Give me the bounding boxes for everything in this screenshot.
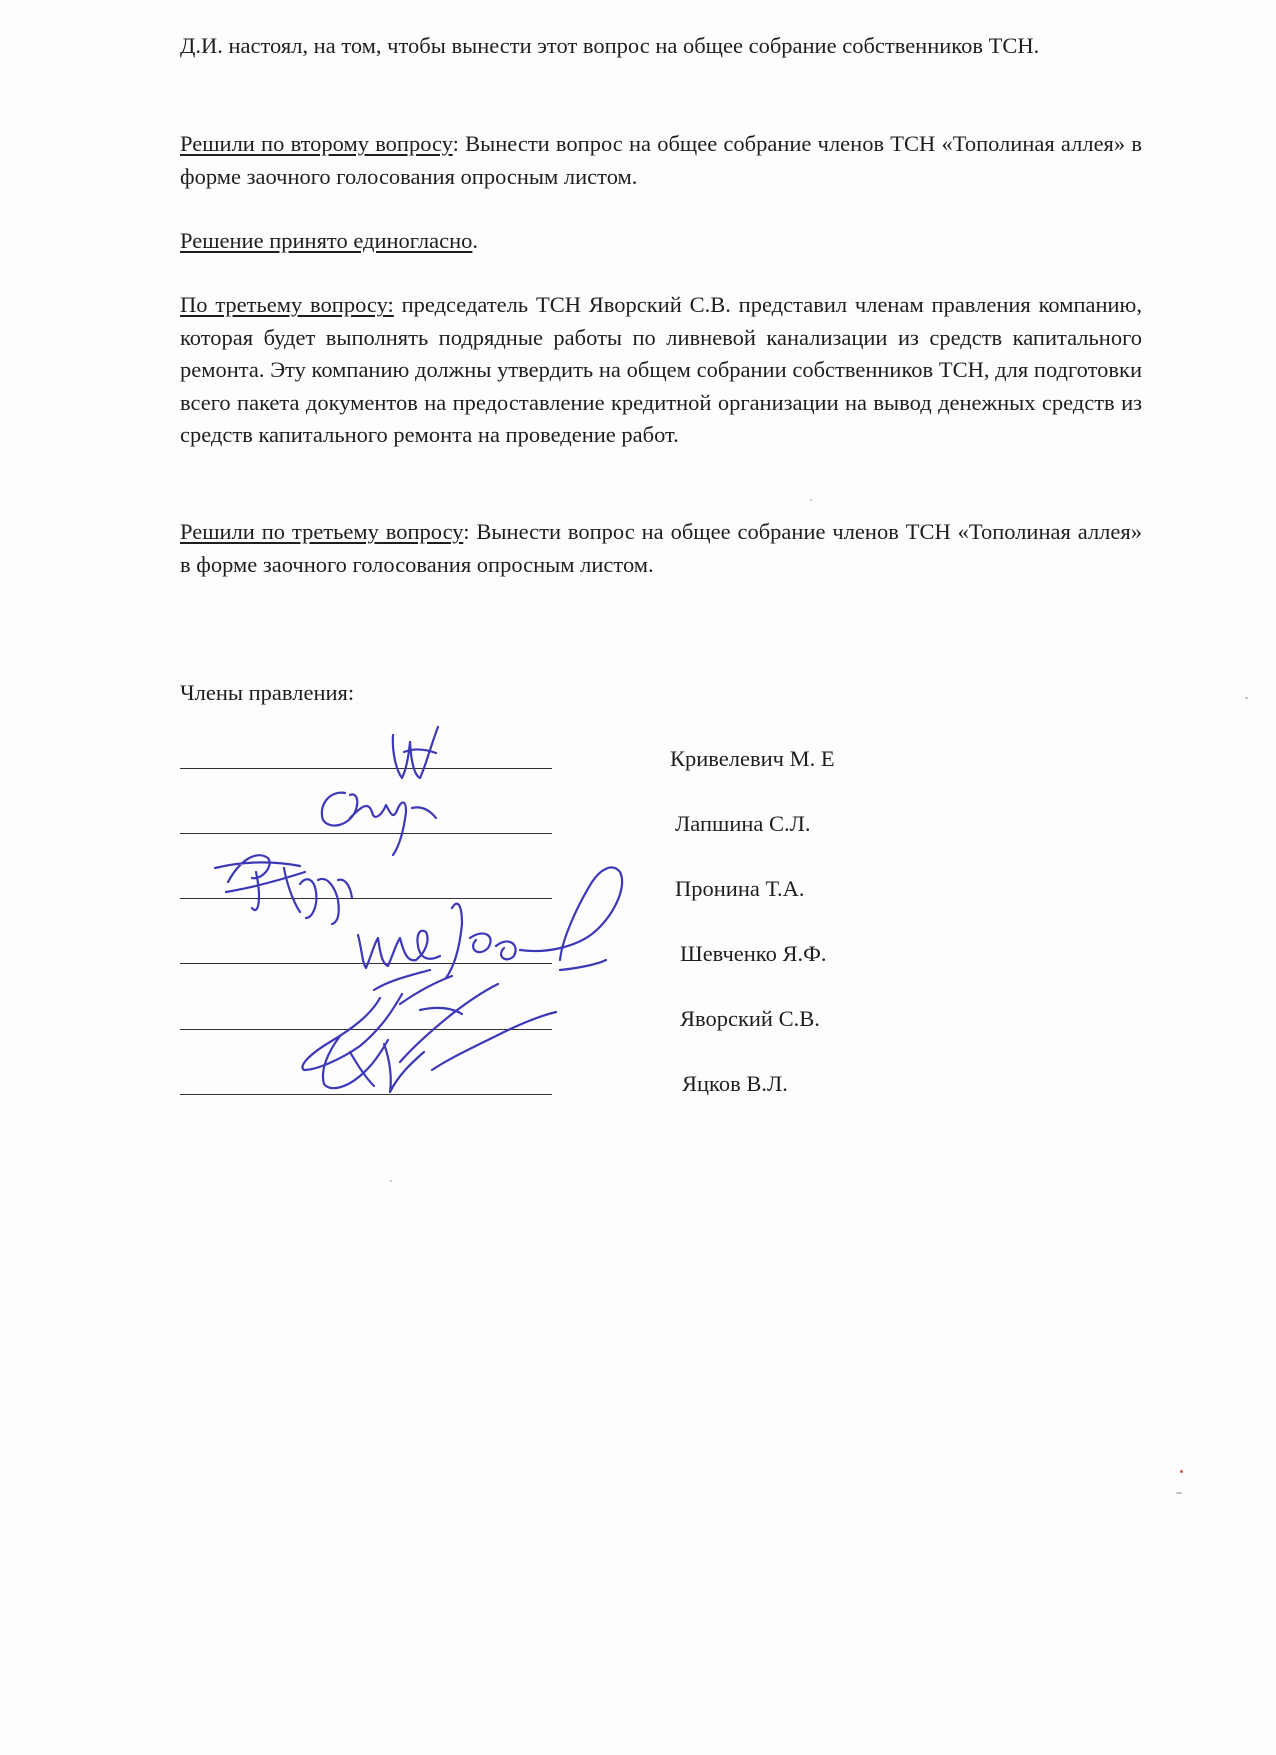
- board-members-title: Члены правления:: [180, 680, 355, 705]
- unanimous-text: .: [472, 228, 479, 253]
- signature-krivelevich: [393, 727, 438, 778]
- member-name: Шевченко Я.Ф.: [680, 941, 827, 966]
- scan-speck: [810, 499, 812, 501]
- signature-lapshina: [322, 793, 436, 855]
- unanimous-heading: Решение принято единогласно: [180, 228, 473, 253]
- scan-speck: [1245, 697, 1248, 699]
- member-name: Лапшина С.Л.: [675, 811, 811, 836]
- scan-speck: [390, 1180, 392, 1182]
- member-name: Пронина Т.А.: [675, 876, 805, 901]
- signature-yavorskiy: [302, 970, 452, 1070]
- member-name: Кривелевич М. Е: [670, 746, 835, 771]
- member-name: Яворский С.В.: [680, 1006, 820, 1031]
- intro-text: Д.И. настоял, на том, чтобы вынести этот вопрос на общее собрание собственников ТСН.: [180, 33, 1040, 58]
- decision-3-text: : Вынести вопрос на общее собрание членов ТСН «Тополиная аллея» в форме заочного голосования опросным листом.: [180, 519, 1142, 577]
- signature-pronina: [215, 855, 352, 924]
- scan-speck: [1180, 1470, 1183, 1473]
- signature-yatskov: [323, 984, 556, 1092]
- decision-2-heading: Решили по второму вопросу: [180, 131, 453, 156]
- decision-2-text: : Вынести вопрос на общее собрание членов ТСН «Тополиная аллея» в форме заочного голосования опросным листом.: [180, 131, 1142, 189]
- member-name: Яцков В.Л.: [682, 1071, 788, 1096]
- question-3-text: председатель ТСН Яворский С.В. представил членам правления компанию, которая будет выполнять подрядные работы по ливневой канализации из средств капитального ремонта. Эту компанию должны утвердить на общем собрании собственников ТСН, для подготовки всего пакета документов на предоставление кредитной организации на вывод денежных средств из средств капитального ремонта на проведение работ.: [180, 292, 1142, 447]
- scan-speck: [1176, 1492, 1182, 1494]
- decision-3-heading: Решили по третьему вопросу: [180, 519, 464, 544]
- question-3-heading: По третьему вопросу:: [180, 292, 394, 317]
- signature-shevchenko: [358, 867, 622, 978]
